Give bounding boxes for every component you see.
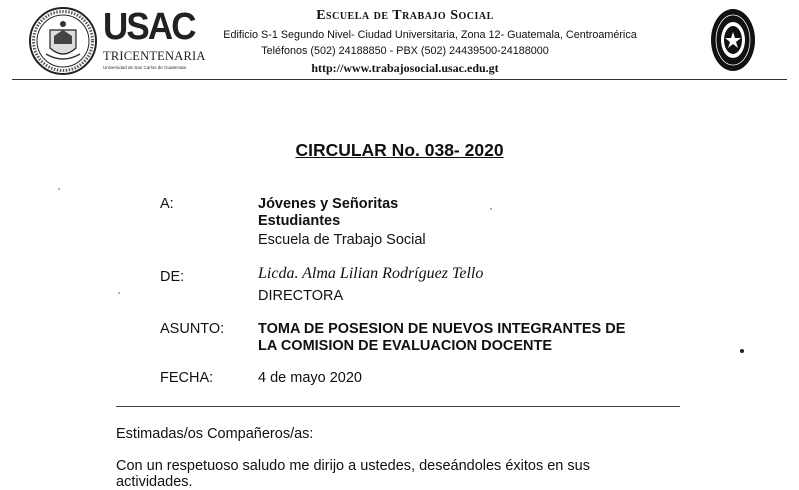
scan-speck [58,188,60,190]
subject-line-1: TOMA DE POSESION DE NUEVOS INTEGRANTES DE [258,321,626,337]
greeting: Estimadas/os Compañeros/as: [116,426,314,442]
circular-title: CIRCULAR No. 038- 2020 [295,140,504,160]
to-line-1: Jóvenes y Señoritas [258,196,399,212]
from-label: DE: [160,269,185,285]
phone-line: Teléfonos (502) 24188850 - PBX (502) 24439500-24188000 [261,45,549,57]
scan-dot [740,349,744,353]
date-value: 4 de mayo 2020 [258,370,362,386]
from-name: Licda. Alma Lilian Rodríguez Tello [258,265,484,282]
separator-line [116,406,680,407]
to-line-3: Escuela de Trabajo Social [258,232,426,248]
school-seal-icon [710,8,756,72]
logo-tiny-text: Universidad de San Carlos de Guatemala [103,65,187,70]
scan-speck [490,208,492,210]
subject-line-2: LA COMISION DE EVALUACION DOCENTE [258,338,553,354]
logo-subtitle: TRICENTENARIA [103,49,206,63]
usac-logo [103,6,206,76]
header-rule [12,79,787,80]
address-line: Edificio S-1 Segundo Nivel- Ciudad Universitaria, Zona 12- Guatemala, Centroamérica [223,29,637,41]
school-title: Escuela de Trabajo Social [316,8,494,23]
university-seal-icon [28,6,98,76]
scan-speck [118,292,120,294]
to-label: A: [160,196,174,212]
subject-label: ASUNTO: [160,321,225,337]
body-paragraph-line-2: actividades. [116,474,193,490]
date-label: FECHA: [160,370,214,386]
to-line-2: Estudiantes [258,213,341,229]
from-title: DIRECTORA [258,288,344,304]
website-url: http://www.trabajosocial.usac.edu.gt [311,61,499,75]
logo-text: USAC [103,6,195,48]
body-paragraph-line-1: Con un respetuoso saludo me dirijo a ustedes, deseándoles éxitos en sus [116,458,590,474]
